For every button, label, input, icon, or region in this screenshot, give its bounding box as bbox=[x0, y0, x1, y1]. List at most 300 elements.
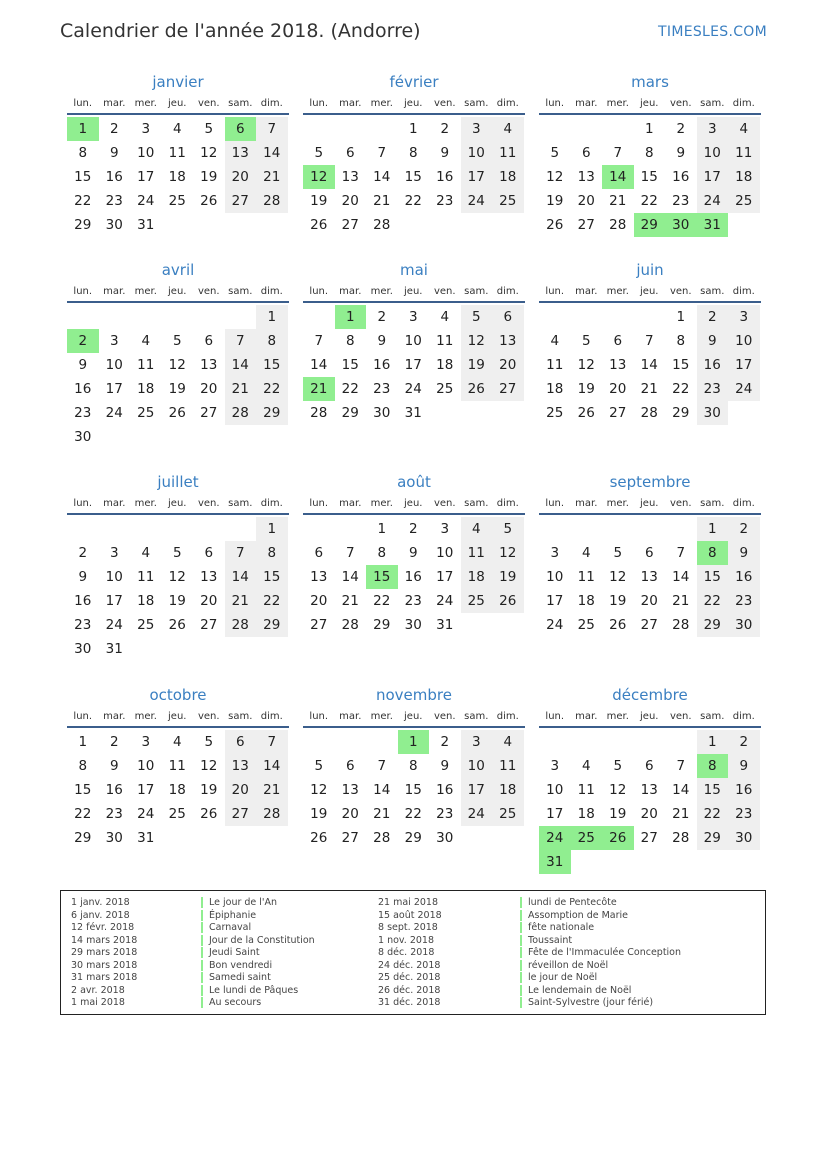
month-10 bbox=[303, 685, 525, 850]
weekday-header bbox=[67, 708, 289, 728]
empty-cell bbox=[665, 517, 697, 541]
empty-cell bbox=[602, 730, 634, 754]
legend-row bbox=[520, 897, 681, 910]
day-cell: 9 bbox=[78, 569, 88, 585]
weekday-label: lun. bbox=[309, 286, 329, 297]
day-cell: 23 bbox=[74, 405, 92, 421]
day-cell: 20 bbox=[577, 193, 595, 209]
month-0 bbox=[67, 72, 289, 237]
legend-row bbox=[201, 910, 315, 923]
legend-holiday-name: réveillon de Noël bbox=[520, 960, 608, 971]
empty-cell bbox=[571, 517, 603, 541]
holiday-day-cell: 21 bbox=[303, 377, 335, 401]
day-cell: 2 bbox=[676, 121, 686, 137]
day-cell: 14 bbox=[373, 782, 391, 798]
day-cell: 20 bbox=[609, 381, 627, 397]
day-cell: 3 bbox=[461, 117, 493, 141]
day-cell: 23 bbox=[436, 806, 454, 822]
day-cell: 17 bbox=[546, 593, 564, 609]
day-cell: 30 bbox=[74, 641, 92, 657]
legend-holiday-name: Jeudi Saint bbox=[201, 947, 260, 958]
day-grid bbox=[303, 730, 524, 850]
day-cell: 16 bbox=[105, 169, 123, 185]
day-cell: 26 bbox=[310, 217, 328, 233]
day-cell: 16 bbox=[672, 169, 690, 185]
day-cell: 27 bbox=[225, 189, 257, 213]
empty-cell bbox=[130, 517, 162, 541]
weekday-label: sam. bbox=[464, 98, 489, 109]
day-cell: 16 bbox=[373, 357, 391, 373]
day-cell: 8 bbox=[256, 329, 288, 353]
day-cell: 5 bbox=[613, 758, 623, 774]
day-cell: 21 bbox=[341, 593, 359, 609]
day-cell: 10 bbox=[546, 782, 564, 798]
day-cell: 18 bbox=[436, 357, 454, 373]
legend-row bbox=[520, 922, 681, 935]
legend-date: 1 mai 2018 bbox=[71, 997, 125, 1008]
day-cell: 8 bbox=[377, 545, 387, 561]
day-cell: 31 bbox=[404, 405, 422, 421]
weekday-label: sam. bbox=[700, 286, 725, 297]
month-11 bbox=[539, 685, 761, 874]
day-cell: 15 bbox=[74, 169, 92, 185]
day-cell: 24 bbox=[404, 381, 422, 397]
day-cell: 6 bbox=[204, 545, 214, 561]
day-cell: 18 bbox=[168, 169, 186, 185]
legend-holiday-name: Le lendemain de Noël bbox=[520, 985, 631, 996]
empty-cell bbox=[634, 305, 666, 329]
legend-date: 12 févr. 2018 bbox=[71, 922, 135, 933]
day-cell: 20 bbox=[225, 165, 257, 189]
day-cell: 23 bbox=[672, 193, 690, 209]
weekday-label: dim. bbox=[260, 286, 283, 297]
day-cell: 30 bbox=[404, 617, 422, 633]
day-cell: 27 bbox=[577, 217, 595, 233]
weekday-label: mer. bbox=[134, 98, 157, 109]
weekday-label: sam. bbox=[700, 498, 725, 509]
day-cell: 15 bbox=[697, 565, 729, 589]
day-cell: 21 bbox=[225, 589, 257, 613]
day-cell: 6 bbox=[492, 305, 524, 329]
weekday-label: dim. bbox=[496, 711, 519, 722]
day-cell: 3 bbox=[141, 734, 151, 750]
empty-cell bbox=[193, 305, 225, 329]
day-cell: 22 bbox=[74, 806, 92, 822]
day-cell: 8 bbox=[78, 758, 88, 774]
legend-holiday-name: Le jour de l'An bbox=[201, 897, 277, 908]
day-cell: 21 bbox=[672, 593, 690, 609]
empty-cell bbox=[303, 730, 335, 754]
day-cell: 23 bbox=[404, 593, 422, 609]
day-cell: 9 bbox=[676, 145, 686, 161]
weekday-label: jeu. bbox=[168, 98, 187, 109]
day-cell: 14 bbox=[225, 565, 257, 589]
day-cell: 27 bbox=[640, 617, 658, 633]
day-cell: 24 bbox=[105, 617, 123, 633]
day-cell: 19 bbox=[577, 381, 595, 397]
weekday-label: ven. bbox=[197, 711, 220, 722]
day-cell: 21 bbox=[640, 381, 658, 397]
day-cell: 24 bbox=[137, 806, 155, 822]
day-grid bbox=[303, 305, 524, 425]
day-cell: 11 bbox=[728, 141, 760, 165]
month-4 bbox=[303, 260, 525, 425]
legend-row bbox=[520, 985, 681, 998]
weekday-label: mer. bbox=[134, 711, 157, 722]
weekday-label: dim. bbox=[732, 286, 755, 297]
day-cell: 21 bbox=[256, 778, 288, 802]
day-cell: 13 bbox=[609, 357, 627, 373]
day-cell: 12 bbox=[609, 782, 627, 798]
day-cell: 25 bbox=[168, 806, 186, 822]
day-cell: 28 bbox=[373, 217, 391, 233]
legend-holiday-name: lundi de Pentecôte bbox=[520, 897, 617, 908]
weekday-label: ven. bbox=[197, 498, 220, 509]
empty-cell bbox=[99, 305, 131, 329]
day-grid bbox=[303, 117, 524, 237]
day-cell: 12 bbox=[609, 569, 627, 585]
day-cell: 28 bbox=[310, 405, 328, 421]
day-cell: 14 bbox=[256, 754, 288, 778]
day-cell: 18 bbox=[492, 165, 524, 189]
day-cell: 28 bbox=[256, 802, 288, 826]
day-cell: 1 bbox=[697, 730, 729, 754]
day-cell: 13 bbox=[640, 569, 658, 585]
day-cell: 20 bbox=[200, 381, 218, 397]
day-cell: 16 bbox=[728, 565, 760, 589]
weekday-label: mer. bbox=[606, 98, 629, 109]
legend-row bbox=[520, 960, 681, 973]
weekday-label: mer. bbox=[134, 498, 157, 509]
brand-link[interactable]: TIMESLES.COM bbox=[658, 24, 767, 40]
empty-cell bbox=[162, 517, 194, 541]
day-cell: 26 bbox=[200, 193, 218, 209]
month-name: décembre bbox=[612, 686, 688, 704]
day-cell: 18 bbox=[728, 165, 760, 189]
empty-cell bbox=[99, 517, 131, 541]
day-cell: 27 bbox=[492, 377, 524, 401]
weekday-label: mar. bbox=[103, 498, 126, 509]
legend-holiday-name: Jour de la Constitution bbox=[201, 935, 315, 946]
day-cell: 21 bbox=[373, 806, 391, 822]
day-cell: 19 bbox=[168, 593, 186, 609]
day-cell: 16 bbox=[436, 782, 454, 798]
day-cell: 13 bbox=[225, 754, 257, 778]
day-grid bbox=[67, 305, 288, 449]
weekday-label: lun. bbox=[309, 711, 329, 722]
holiday-day-cell: 12 bbox=[303, 165, 335, 189]
weekday-label: lun. bbox=[73, 286, 93, 297]
month-name: mai bbox=[400, 261, 428, 279]
weekday-label: mar. bbox=[103, 711, 126, 722]
month-name: juillet bbox=[157, 473, 199, 491]
weekday-header bbox=[67, 495, 289, 515]
day-cell: 10 bbox=[461, 141, 493, 165]
day-cell: 10 bbox=[137, 758, 155, 774]
day-cell: 5 bbox=[613, 545, 623, 561]
day-cell: 15 bbox=[404, 782, 422, 798]
empty-cell bbox=[571, 305, 603, 329]
weekday-label: ven. bbox=[433, 98, 456, 109]
legend-date: 8 déc. 2018 bbox=[378, 947, 435, 958]
day-cell: 6 bbox=[345, 758, 355, 774]
legend-date: 31 mars 2018 bbox=[71, 972, 138, 983]
day-cell: 29 bbox=[697, 613, 729, 637]
empty-cell bbox=[571, 730, 603, 754]
day-cell: 5 bbox=[581, 333, 591, 349]
weekday-label: dim. bbox=[260, 98, 283, 109]
empty-cell bbox=[303, 117, 335, 141]
day-cell: 11 bbox=[436, 333, 454, 349]
day-cell: 27 bbox=[225, 802, 257, 826]
empty-cell bbox=[366, 117, 398, 141]
empty-cell bbox=[162, 305, 194, 329]
day-cell: 22 bbox=[256, 589, 288, 613]
day-cell: 9 bbox=[697, 329, 729, 353]
day-cell: 11 bbox=[577, 569, 595, 585]
day-cell: 4 bbox=[492, 117, 524, 141]
day-cell: 3 bbox=[440, 521, 450, 537]
day-cell: 27 bbox=[640, 830, 658, 846]
day-cell: 21 bbox=[256, 165, 288, 189]
day-cell: 8 bbox=[644, 145, 654, 161]
day-cell: 20 bbox=[225, 778, 257, 802]
day-cell: 20 bbox=[640, 806, 658, 822]
legend-date: 8 sept. 2018 bbox=[378, 922, 438, 933]
month-8 bbox=[539, 472, 761, 637]
day-cell: 1 bbox=[644, 121, 654, 137]
day-grid bbox=[67, 117, 288, 237]
day-cell: 11 bbox=[137, 357, 155, 373]
day-cell: 11 bbox=[168, 758, 186, 774]
day-cell: 18 bbox=[137, 593, 155, 609]
day-cell: 15 bbox=[404, 169, 422, 185]
weekday-label: jeu. bbox=[404, 286, 423, 297]
month-name: septembre bbox=[609, 473, 691, 491]
day-cell: 19 bbox=[200, 169, 218, 185]
day-cell: 4 bbox=[141, 545, 151, 561]
day-cell: 1 bbox=[408, 121, 418, 137]
legend-row bbox=[520, 947, 681, 960]
legend-holiday-name: Le lundi de Pâques bbox=[201, 985, 298, 996]
day-cell: 7 bbox=[676, 758, 686, 774]
day-cell: 6 bbox=[644, 758, 654, 774]
day-cell: 23 bbox=[728, 589, 760, 613]
day-cell: 22 bbox=[672, 381, 690, 397]
day-cell: 27 bbox=[341, 217, 359, 233]
day-cell: 13 bbox=[200, 357, 218, 373]
day-cell: 9 bbox=[408, 545, 418, 561]
weekday-label: mar. bbox=[339, 711, 362, 722]
day-cell: 1 bbox=[256, 517, 288, 541]
holiday-day-cell: 8 bbox=[697, 754, 729, 778]
day-cell: 9 bbox=[78, 357, 88, 373]
day-cell: 6 bbox=[581, 145, 591, 161]
day-cell: 22 bbox=[697, 802, 729, 826]
legend-date: 21 mai 2018 bbox=[378, 897, 439, 908]
day-grid bbox=[67, 730, 288, 850]
weekday-label: ven. bbox=[669, 286, 692, 297]
day-cell: 30 bbox=[105, 217, 123, 233]
weekday-header bbox=[303, 495, 525, 515]
day-cell: 25 bbox=[461, 589, 493, 613]
weekday-label: ven. bbox=[433, 498, 456, 509]
day-cell: 19 bbox=[310, 193, 328, 209]
day-cell: 16 bbox=[728, 778, 760, 802]
day-cell: 14 bbox=[225, 353, 257, 377]
empty-cell bbox=[303, 517, 335, 541]
month-name: novembre bbox=[376, 686, 452, 704]
weekday-label: sam. bbox=[700, 98, 725, 109]
day-cell: 28 bbox=[225, 401, 257, 425]
day-cell: 2 bbox=[440, 734, 450, 750]
day-cell: 9 bbox=[440, 145, 450, 161]
empty-cell bbox=[665, 730, 697, 754]
legend-row bbox=[201, 897, 315, 910]
weekday-label: mar. bbox=[339, 286, 362, 297]
day-cell: 7 bbox=[256, 730, 288, 754]
day-cell: 15 bbox=[640, 169, 658, 185]
empty-cell bbox=[539, 517, 571, 541]
day-cell: 6 bbox=[345, 145, 355, 161]
day-cell: 13 bbox=[225, 141, 257, 165]
weekday-label: sam. bbox=[228, 286, 253, 297]
legend-date: 31 déc. 2018 bbox=[378, 997, 441, 1008]
empty-cell bbox=[193, 517, 225, 541]
day-cell: 31 bbox=[137, 830, 155, 846]
day-cell: 13 bbox=[200, 569, 218, 585]
day-cell: 2 bbox=[109, 734, 119, 750]
weekday-label: sam. bbox=[228, 98, 253, 109]
day-cell: 17 bbox=[137, 782, 155, 798]
day-cell: 8 bbox=[345, 333, 355, 349]
day-cell: 16 bbox=[74, 593, 92, 609]
day-cell: 27 bbox=[200, 617, 218, 633]
day-cell: 4 bbox=[581, 758, 591, 774]
weekday-label: mar. bbox=[575, 498, 598, 509]
day-cell: 22 bbox=[74, 193, 92, 209]
month-name: juin bbox=[636, 261, 664, 279]
weekday-label: jeu. bbox=[168, 711, 187, 722]
day-cell: 7 bbox=[644, 333, 654, 349]
empty-cell bbox=[335, 117, 367, 141]
day-cell: 21 bbox=[373, 193, 391, 209]
legend-holiday-name: Épiphanie bbox=[201, 910, 256, 921]
legend-names-col-1 bbox=[201, 897, 315, 1010]
day-cell: 10 bbox=[137, 145, 155, 161]
day-cell: 2 bbox=[78, 545, 88, 561]
day-cell: 15 bbox=[341, 357, 359, 373]
weekday-label: lun. bbox=[545, 711, 565, 722]
holiday-day-cell: 25 bbox=[571, 826, 603, 850]
day-cell: 17 bbox=[461, 778, 493, 802]
day-cell: 28 bbox=[672, 830, 690, 846]
day-cell: 27 bbox=[341, 830, 359, 846]
day-cell: 9 bbox=[728, 754, 760, 778]
day-cell: 20 bbox=[200, 593, 218, 609]
weekday-label: mer. bbox=[370, 498, 393, 509]
day-grid bbox=[67, 517, 288, 661]
weekday-label: lun. bbox=[545, 286, 565, 297]
legend-date: 30 mars 2018 bbox=[71, 959, 138, 971]
month-name: mars bbox=[631, 73, 669, 91]
legend-holiday-name: le jour de Noël bbox=[520, 972, 597, 983]
day-cell: 24 bbox=[461, 189, 493, 213]
holiday-day-cell: 1 bbox=[335, 305, 367, 329]
empty-cell bbox=[602, 517, 634, 541]
day-cell: 18 bbox=[577, 593, 595, 609]
day-cell: 6 bbox=[314, 545, 324, 561]
day-cell: 10 bbox=[404, 333, 422, 349]
day-cell: 26 bbox=[168, 405, 186, 421]
day-cell: 28 bbox=[640, 405, 658, 421]
legend-holiday-name: Assomption de Marie bbox=[520, 910, 628, 921]
holiday-day-cell: 31 bbox=[539, 850, 571, 874]
legend-date: 14 mars 2018 bbox=[71, 934, 138, 946]
weekday-label: jeu. bbox=[168, 286, 187, 297]
day-cell: 25 bbox=[492, 802, 524, 826]
day-cell: 20 bbox=[341, 193, 359, 209]
weekday-label: mer. bbox=[606, 711, 629, 722]
holiday-day-cell: 6 bbox=[225, 117, 257, 141]
day-cell: 7 bbox=[613, 145, 623, 161]
weekday-label: ven. bbox=[197, 98, 220, 109]
day-cell: 11 bbox=[168, 145, 186, 161]
legend-date: 2 avr. 2018 bbox=[71, 984, 125, 996]
day-cell: 13 bbox=[341, 782, 359, 798]
month-5 bbox=[539, 260, 761, 425]
legend-row bbox=[201, 935, 315, 948]
day-cell: 31 bbox=[436, 617, 454, 633]
day-cell: 9 bbox=[377, 333, 387, 349]
empty-cell bbox=[67, 305, 99, 329]
legend-row bbox=[520, 910, 681, 923]
day-cell: 24 bbox=[697, 189, 729, 213]
empty-cell bbox=[335, 517, 367, 541]
day-cell: 11 bbox=[137, 569, 155, 585]
day-cell: 24 bbox=[105, 405, 123, 421]
legend-date: 26 déc. 2018 bbox=[378, 984, 441, 996]
day-cell: 3 bbox=[550, 758, 560, 774]
empty-cell bbox=[225, 517, 257, 541]
day-cell: 25 bbox=[577, 617, 595, 633]
day-cell: 21 bbox=[672, 806, 690, 822]
day-cell: 9 bbox=[728, 541, 760, 565]
day-cell: 3 bbox=[109, 545, 119, 561]
day-cell: 6 bbox=[644, 545, 654, 561]
day-cell: 1 bbox=[377, 521, 387, 537]
day-cell: 29 bbox=[373, 617, 391, 633]
empty-cell bbox=[130, 305, 162, 329]
day-cell: 19 bbox=[461, 353, 493, 377]
weekday-label: jeu. bbox=[640, 98, 659, 109]
day-cell: 16 bbox=[74, 381, 92, 397]
day-cell: 13 bbox=[577, 169, 595, 185]
day-cell: 3 bbox=[141, 121, 151, 137]
day-cell: 18 bbox=[137, 381, 155, 397]
day-cell: 22 bbox=[404, 806, 422, 822]
day-cell: 10 bbox=[728, 329, 760, 353]
legend-row bbox=[201, 922, 315, 935]
day-cell: 22 bbox=[404, 193, 422, 209]
day-cell: 31 bbox=[105, 641, 123, 657]
day-cell: 26 bbox=[461, 377, 493, 401]
day-cell: 17 bbox=[546, 806, 564, 822]
day-cell: 12 bbox=[461, 329, 493, 353]
day-cell: 29 bbox=[256, 401, 288, 425]
day-cell: 19 bbox=[546, 193, 564, 209]
day-cell: 4 bbox=[492, 730, 524, 754]
